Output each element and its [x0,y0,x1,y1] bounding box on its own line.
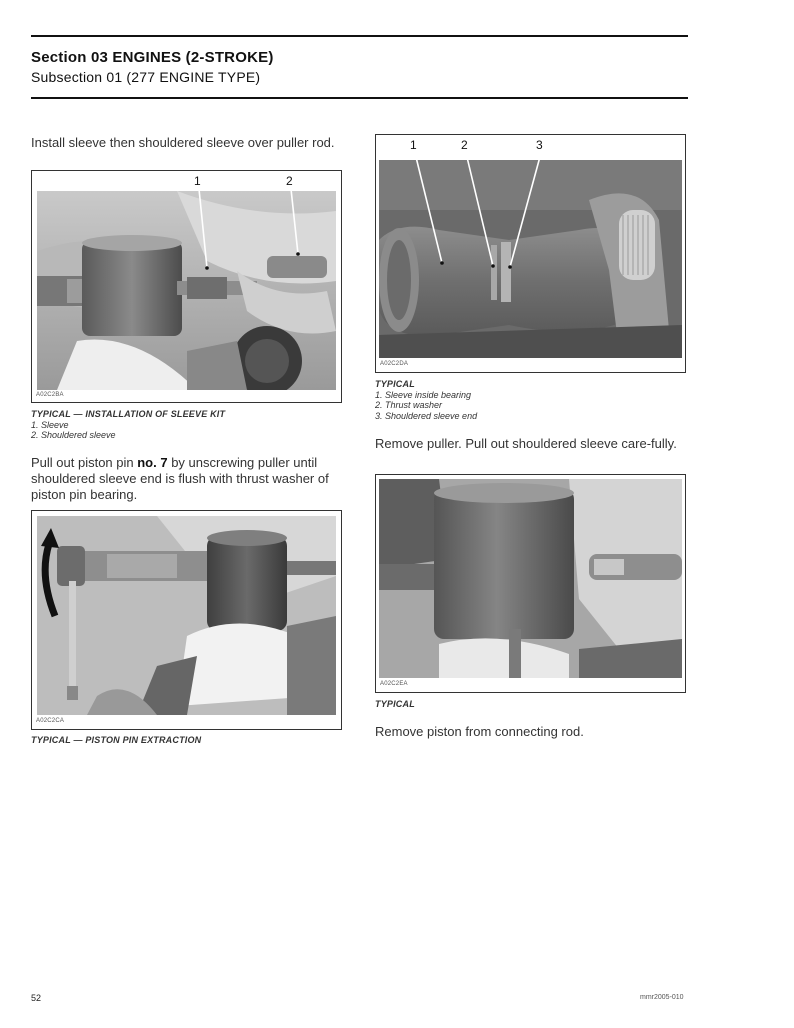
remove-sleeve-photo [379,479,682,678]
caption-title: TYPICAL — INSTALLATION OF SLEEVE KIT [31,409,226,419]
figure-3-caption [375,379,690,421]
callout-1: 1 [194,174,201,188]
remove-puller-paragraph: Remove puller. Pull out shouldered sleeve care-fully. [375,436,677,451]
caption-item: 1. Sleeve inside bearing [375,389,472,400]
figure-sleeve-bearing [375,134,686,373]
figure-sleeve-kit [31,170,342,403]
figure-code: A02C2BA [36,392,64,398]
caption-title: TYPICAL [375,699,415,709]
callout-leader-lines [376,135,685,372]
figure-code: A02C2CA [36,718,65,724]
pull-out-pin-paragraph [31,455,349,503]
pull-out-text-end: by unscrewing puller until shouldered sleeve end is flush with thrust washer of piston pin bearing. [31,455,329,502]
caption-item: 1. Sleeve [31,419,69,430]
remove-piston-paragraph: Remove piston from connecting rod. [375,724,584,739]
figure-code: A02C2EA [380,681,408,687]
header-top-rule [31,35,688,37]
document-code: mmr2005-010 [640,994,684,1001]
figure-code: A02C2DA [380,361,409,367]
section-title: Section 03 ENGINES (2-STROKE) [31,49,274,66]
pull-out-text-start: Pull out piston pin [31,455,138,470]
callout-2: 2 [461,138,468,152]
caption-title: TYPICAL [375,379,415,389]
caption-title: TYPICAL — PISTON PIN EXTRACTION [31,735,202,745]
figure-4-caption [375,699,690,710]
callout-3: 3 [536,138,543,152]
caption-item: 2. Shouldered sleeve [31,430,116,440]
callout-1: 1 [410,138,417,152]
install-sleeve-paragraph: Install sleeve then shouldered sleeve over puller rod. [31,135,335,150]
piston-pin-photo [37,516,336,715]
page-number: 52 [31,993,42,1003]
callout-leader-lines [32,171,341,402]
header-bottom-rule [31,97,688,99]
figure-piston-pin-extraction [31,510,342,730]
part-number: no. 7 [137,455,168,470]
caption-item: 2. Thrust washer [375,400,443,410]
caption-item: 3. Shouldered sleeve end [375,410,478,421]
figure-2-caption [31,735,346,746]
callout-2: 2 [286,174,293,188]
subsection-title: Subsection 01 (277 ENGINE TYPE) [31,69,261,85]
figure-1-caption [31,409,346,441]
figure-remove-sleeve [375,474,686,693]
